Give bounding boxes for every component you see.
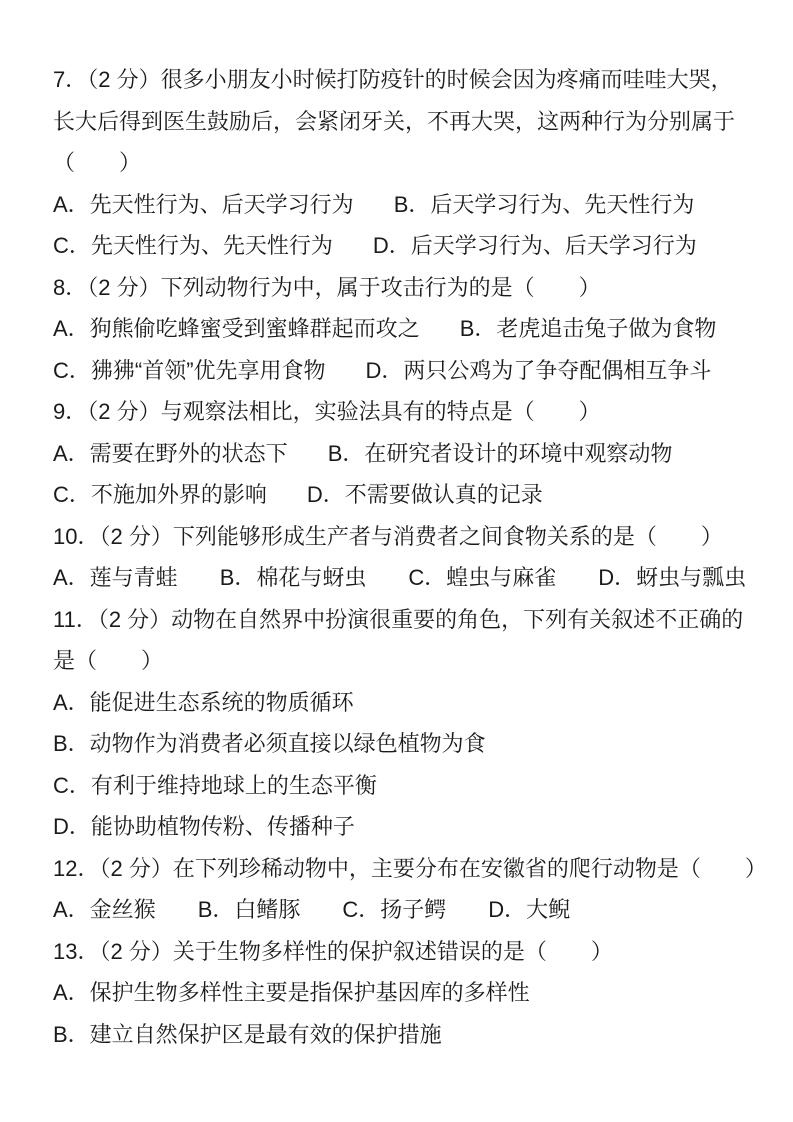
question-12: [53, 848, 767, 931]
question-9-option-row-2: [53, 474, 757, 516]
question-11-option-row-1: [53, 682, 757, 724]
option-b: B．建立自然保护区是最有效的保护措施: [53, 1021, 442, 1047]
question-8-option-row-2: [53, 350, 757, 392]
option-d: D．能协助植物传粉、传播种子: [53, 814, 355, 839]
question-7-option-row-2: [53, 225, 757, 267]
question-8-option-row-1: [53, 308, 757, 350]
question-12-option-row-1: [53, 889, 757, 931]
question-13-stem-line-1: 13．（2 分）关于生物多样性的保护叙述错误的是（ ）: [53, 938, 613, 964]
question-11-stem-line-1: 11．（2 分）动物在自然界中扮演很重要的角色，下列有关叙述不正确的: [53, 606, 744, 632]
option-c: C．狒狒“首领”优先享用食物: [53, 357, 326, 383]
option-b: B．在研究者设计的环境中观察动物: [327, 440, 673, 466]
question-7-stem-line-1: 7．（2 分）很多小朋友小时候打防疫针的时候会因为疼痛而哇哇大哭，: [53, 67, 733, 92]
question-11-option-row-4: [53, 806, 757, 848]
option-a: A．需要在野外的状态下: [53, 440, 288, 466]
question-13: [53, 931, 757, 1056]
question-10: [53, 516, 757, 599]
option-a: A．莲与青蛙: [53, 565, 178, 590]
option-c: C．蝗虫与麻雀: [408, 565, 557, 590]
question-9: [53, 391, 757, 516]
option-d: D．大鲵: [488, 897, 571, 922]
question-11: [53, 599, 757, 848]
option-d: D．后天学习行为、后天学习行为: [372, 233, 697, 258]
question-8: [53, 267, 757, 392]
option-a: A．能促进生态系统的物质循环: [53, 689, 354, 715]
option-d: D．蚜虫与瓢虫: [598, 565, 747, 590]
question-11-option-row-3: [53, 765, 757, 807]
question-7-answer-parens: （ ）: [53, 150, 142, 175]
question-10-stem-line-1: 10．（2 分）下列能够形成生产者与消费者之间食物关系的是（ ）: [53, 523, 723, 549]
question-9-option-row-1: [53, 433, 757, 475]
question-9-stem-line-1: 9．（2 分）与观察法相比，实验法具有的特点是（ ）: [53, 399, 601, 424]
question-10-option-row-1: [53, 557, 757, 599]
question-11-stem-line-2: 是（ ）: [53, 648, 164, 673]
option-d: D．两只公鸡为了争夺配偶相互争斗: [365, 357, 712, 383]
option-b: B．棉花与蚜虫: [219, 565, 367, 590]
question-11-option-row-2: [53, 723, 757, 765]
question-12-stem-line-1: 12．（2 分）在下列珍稀动物中，主要分布在安徽省的爬行动物是（ ）: [53, 855, 767, 881]
option-c: C．先天性行为、先天性行为: [53, 233, 333, 258]
option-b: B．后天学习行为、先天性行为: [393, 191, 695, 217]
option-a: A．金丝猴: [53, 897, 156, 922]
option-a: A．保护生物多样性主要是指保护基因库的多样性: [53, 980, 530, 1005]
option-c: C．不施加外界的影响: [53, 482, 267, 507]
option-c: C．扬子鳄: [342, 897, 447, 922]
option-b: B．老虎追击兔子做为食物: [459, 316, 717, 341]
option-a: A．狗熊偷吃蜂蜜受到蜜蜂群起而攻之: [53, 316, 420, 341]
question-7: [53, 59, 757, 267]
question-8-stem-line-1: 8．（2 分）下列动物行为中，属于攻击行为的是（ ）: [53, 274, 601, 300]
option-c: C．有利于维持地球上的生态平衡: [53, 772, 377, 798]
option-b: B．动物作为消费者必须直接以绿色植物为食: [53, 731, 486, 756]
question-13-option-row-2: [53, 1014, 757, 1056]
option-d: D．不需要做认真的记录: [306, 482, 543, 507]
question-7-option-row-1: [53, 184, 757, 226]
question-13-option-row-1: [53, 972, 757, 1014]
question-7-stem-line-2: 长大后得到医生鼓励后，会紧闭牙关，不再大哭，这两种行为分别属于: [53, 108, 736, 134]
option-b: B．白鳍豚: [197, 897, 301, 922]
option-a: A．先天性行为、后天学习行为: [53, 191, 354, 217]
